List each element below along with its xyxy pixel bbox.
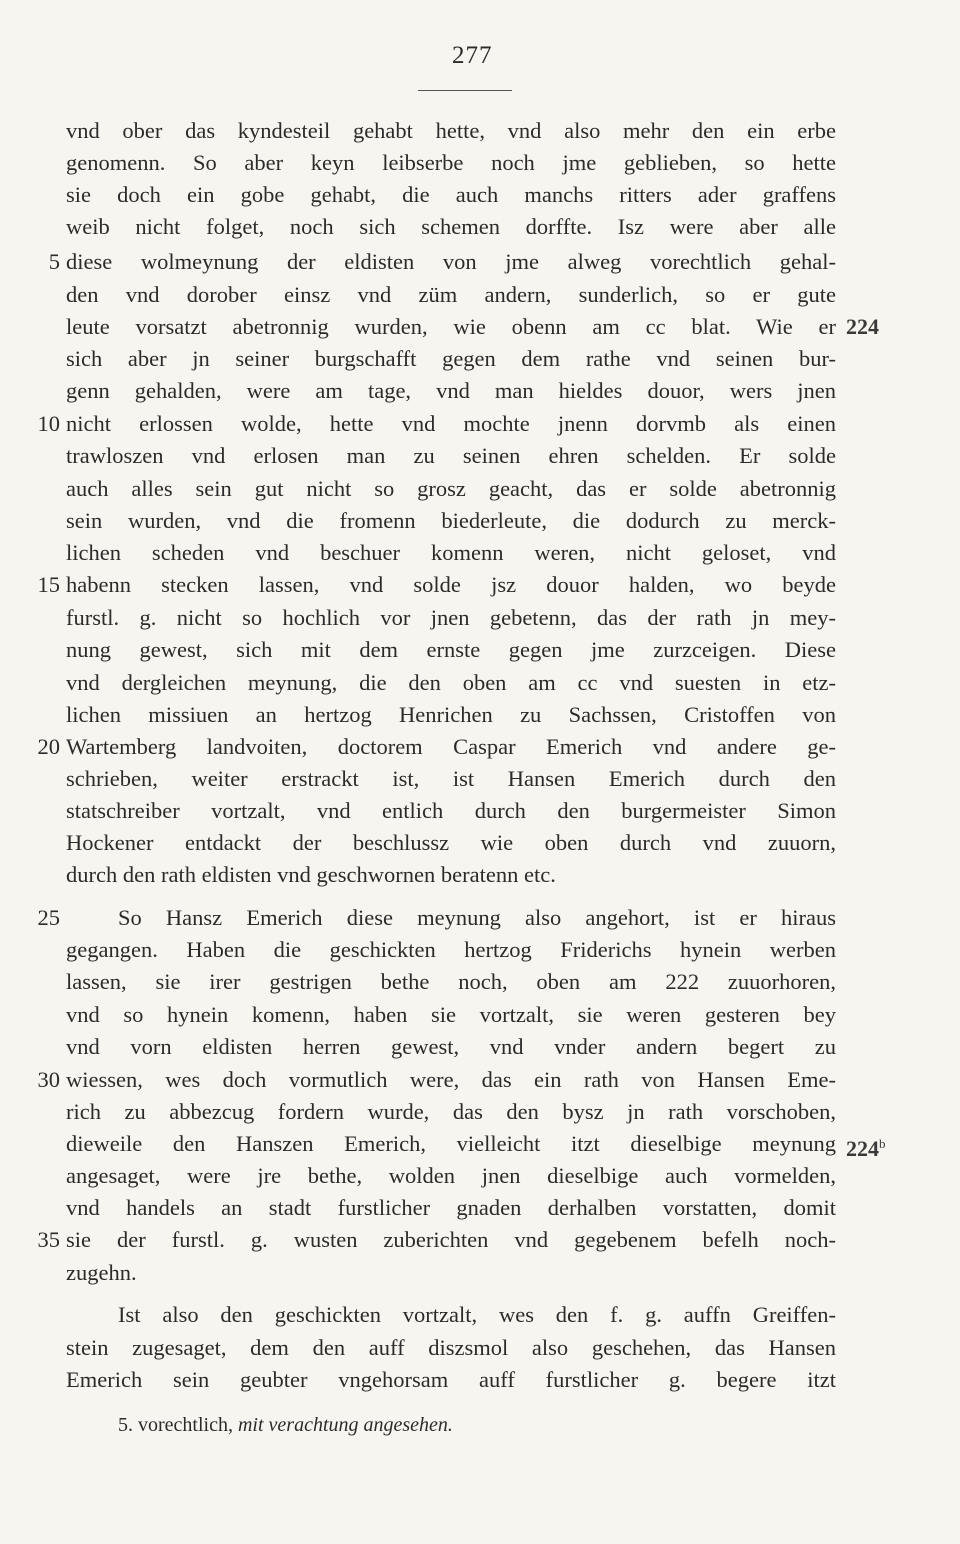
line-number: 25 [37,905,60,930]
text-line: gegangen. Haben die geschickten hertzog Friderichs hynein werben [66,937,836,962]
text-line: vnd ober das kyndesteil gehabt hette, vnd also mehr den ein erbe [66,118,836,143]
header-rule [418,90,512,91]
text-line: Emerich sein geubter vngehorsam auff furstlicher g. begere itzt [66,1367,836,1392]
line-number: 30 [37,1067,60,1092]
text-line: diese wolmeynung der eldisten von jme alweg vorechtlich gehal- [66,249,836,274]
text-line: sie der furstl. g. wusten zuberichten vnd gegebenem befelh noch- [66,1227,836,1252]
text-line: statschreiber vortzalt, vnd entlich durch den burgermeister Simon [66,798,836,823]
text-line: nung gewest, sich mit dem ernste gegen jme zurzceigen. Diese [66,637,836,662]
text-line: weib nicht folget, noch sich schemen dorffte. Isz were aber alle [66,214,836,239]
text-line: den vnd dorober einsz vnd züm andern, sunderlich, so er gute [66,282,836,307]
text-line: Ist also den geschickten vortzalt, wes den f. g. auffn Greiffen- [118,1302,836,1327]
margin-ref-number: 224 [846,314,879,339]
text-line: wiessen, wes doch vormutlich were, das ein rath von Hansen Eme- [66,1067,836,1092]
text-line: Hockener entdackt der beschlussz wie oben durch vnd zuuorn, [66,830,836,855]
text-line: vnd vorn eldisten herren gewest, vnd vnder andern begert zu [66,1034,836,1059]
page-number: 277 [452,42,493,69]
text-line: trawloszen vnd erlosen man zu seinen ehren schelden. Er solde [66,443,836,468]
footnote [118,1410,453,1440]
footnote-lemma: 5. vorechtlich, [118,1414,233,1436]
text-line: rich zu abbezcug fordern wurde, das den bysz jn rath vorschoben, [66,1099,836,1124]
text-line: genn gehalden, were am tage, vnd man hieldes douor, wers jnen [66,378,836,403]
margin-ref-number: 224 [846,1136,879,1161]
text-line: vnd dergleichen meynung, die den oben am cc vnd suesten in etz- [66,670,836,695]
footnote-gloss: mit verachtung angesehen. [237,1414,453,1436]
text-line: So Hansz Emerich diese meynung also angehort, ist er hiraus [118,905,836,930]
text-line: sich aber jn seiner burgschafft gegen dem rathe vnd seinen bur- [66,346,836,371]
text-line: lichen missiuen an hertzog Henrichen zu Sachssen, Cristoffen von [66,702,836,727]
line-number: 20 [37,734,60,759]
margin-ref-suffix: b [879,1136,886,1151]
text-line: nicht erlossen wolde, hette vnd mochte jnenn dorvmb als einen [66,411,836,436]
line-number: 35 [37,1227,60,1252]
line-number: 15 [37,572,60,597]
text-line: angesaget, were jre bethe, wolden jnen dieselbige auch vormelden, [66,1163,836,1188]
text-line: durch den rath eldisten vnd geschwornen beratenn etc. [66,862,556,887]
line-number: 10 [37,411,60,436]
text-line: dieweile den Hanszen Emerich, vielleicht itzt dieselbige meynung [66,1131,836,1156]
text-line: schrieben, weiter erstrackt ist, ist Hansen Emerich durch den [66,766,836,791]
text-line: lassen, sie irer gestrigen bethe noch, oben am 222 zuuorhoren, [66,969,836,994]
text-line: sie doch ein gobe gehabt, die auch manchs ritters ader graffens [66,182,836,207]
text-line: zugehn. [66,1260,137,1285]
margin-page-ref [846,1127,886,1160]
text-line: Wartemberg landvoiten, doctorem Caspar Emerich vnd andere ge- [66,734,836,759]
text-line: vnd so hynein komenn, haben sie vortzalt, sie weren gesteren bey [66,1002,836,1027]
text-line: stein zugesaget, dem den auff diszsmol also geschehen, das Hansen [66,1335,836,1360]
line-number: 5 [48,249,60,274]
text-line: vnd handels an stadt furstlicher gnaden derhalben vorstatten, domit [66,1195,836,1220]
text-line: lichen scheden vnd beschuer komenn weren, nicht geloset, vnd [66,540,836,565]
text-line: furstl. g. nicht so hochlich vor jnen gebetenn, das der rath jn mey- [66,605,836,630]
text-line: leute vorsatzt abetronnig wurden, wie obenn am cc blat. Wie er [66,314,836,339]
text-line: habenn stecken lassen, vnd solde jsz douor halden, wo beyde [66,572,836,597]
text-line: sein wurden, vnd die fromenn biederleute, die dodurch zu merck- [66,508,836,533]
text-line: genomenn. So aber keyn leibserbe noch jme geblieben, so hette [66,150,836,175]
text-line: auch alles sein gut nicht so grosz geacht, das er solde abetronnig [66,476,836,501]
margin-page-ref [846,310,879,343]
